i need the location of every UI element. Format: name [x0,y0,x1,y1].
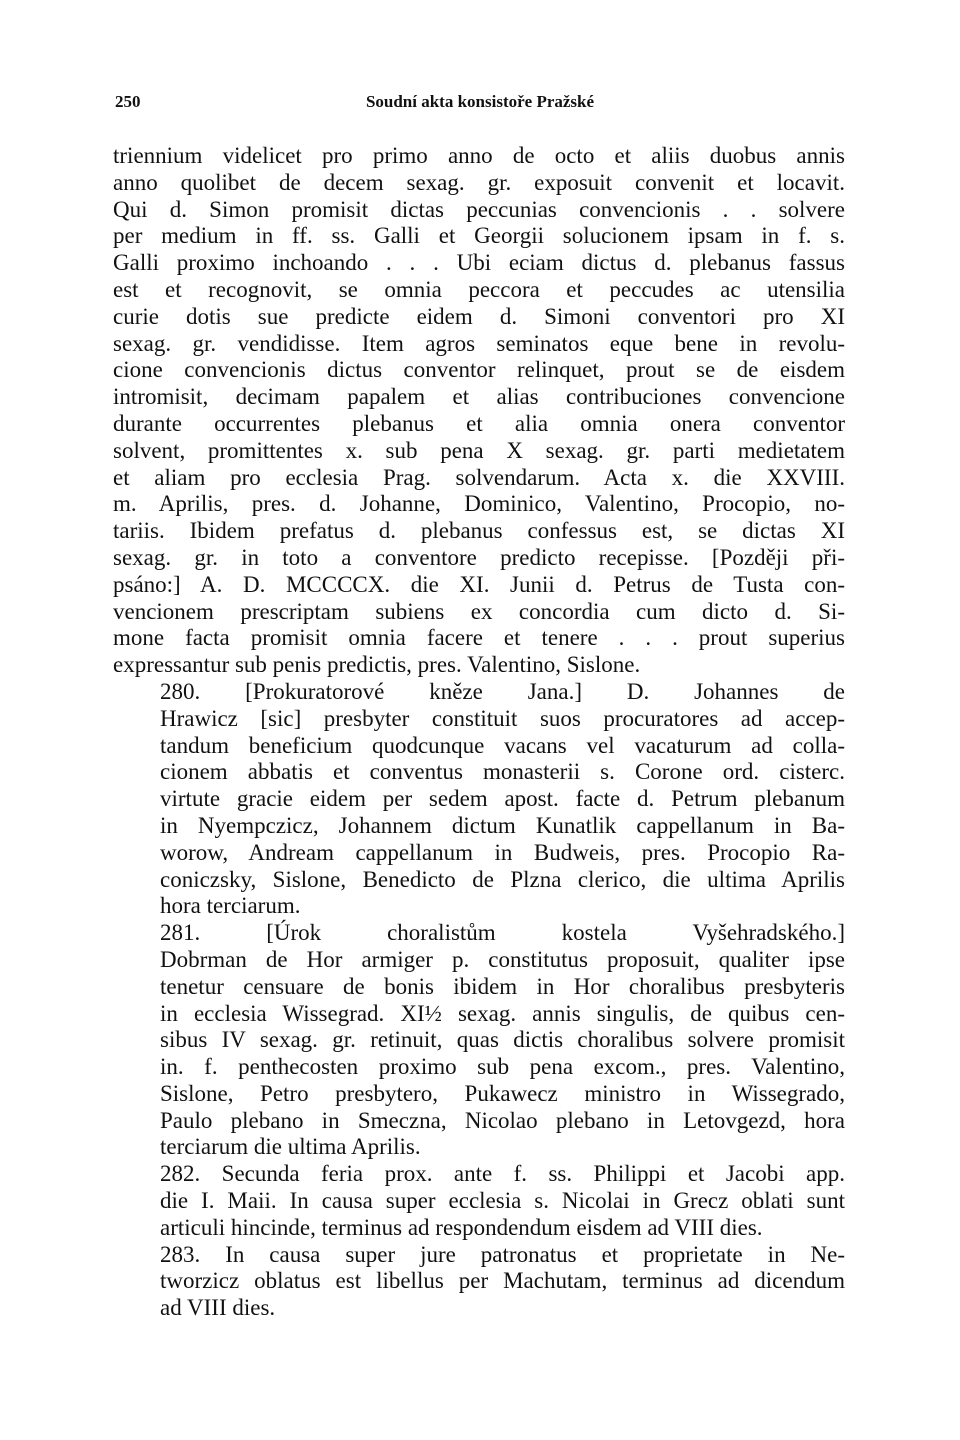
text-line: 282. Secunda feria prox. ante f. ss. Philippi et Jacobi app. [160,1161,845,1187]
text-line: virtute gracie eidem per sedem apost. facte d. Petrum plebanum [160,786,845,812]
text-line: worow, Andream cappellanum in Budweis, pres. Procopio Ra- [160,839,845,865]
text-line: coniczsky, Sislone, Benedicto de Plzna clerico, die ultima Aprilis [160,866,845,892]
text-line: Sislone, Petro presbytero, Pukawecz ministro in Wissegrado, [160,1080,845,1106]
page-number: 250 [115,92,141,111]
text-line: vencionem prescriptam subiens ex concordia cum dicto d. Si- [113,598,845,624]
text-line: 280. [Prokuratorové kněze Jana.] D. Johannes de [160,678,845,704]
text-line: cione convencionis dictus conventor relinquet, prout se de eisdem [113,357,845,383]
running-title: Soudní akta konsistoře Pražské [365,92,595,111]
text-line: 281. [Úrok choralistům kostela Vyšehradského.] [160,920,845,946]
text-line: in. f. penthecosten proximo sub pena excom., pres. Valentino, [160,1054,845,1080]
text-line: Qui d. Simon promisit dictas peccunias convencionis . . solvere [113,196,845,222]
paragraph-entry-282 [113,1161,845,1241]
text-line: Paulo plebano in Smeczna, Nicolao plebano in Letovgezd, hora [160,1107,845,1133]
text-line: triennium videlicet pro primo anno de octo et aliis duobus annis [113,143,845,168]
paragraph-entry-281 [113,920,845,1161]
text-line: tworzicz oblatus est libellus per Machutam, terminus ad dicendum [160,1268,845,1294]
text-line: per medium in ff. ss. Galli et Georgii solucionem ipsam in f. s. [113,223,845,249]
text-line: sibus IV sexag. gr. retinuit, quas dictis choralibus solvere promisit [160,1027,845,1053]
text-line: hora terciarum. [160,893,301,919]
text-line: in ecclesia Wissegrad. XI½ sexag. annis singulis, de quibus cen- [160,1000,845,1026]
text-line: articuli hincinde, terminus ad respondendum eisdem ad VIII dies. [160,1214,763,1240]
text-line: m. Aprilis, pres. d. Johanne, Dominico, Valentino, Procopio, no- [113,491,845,517]
text-line: curie dotis sue predicte eidem d. Simoni conventori pro XI [113,303,845,329]
text-line: terciarum die ultima Aprilis. [160,1134,421,1160]
text-line: die I. Maii. In causa super ecclesia s. Nicolai in Grecz oblati sunt [160,1188,845,1214]
text-line: et aliam pro ecclesia Prag. solvendarum. Acta x. die XXVIII. [113,464,845,490]
body-text [113,143,845,1322]
text-line: Galli proximo inchoando . . . Ubi eciam dictus d. plebanus fassus [113,250,845,276]
running-head [115,92,845,116]
text-line: Dobrman de Hor armiger p. constitutus proposuit, qualiter ipse [160,946,845,972]
text-line: expressantur sub penis predictis, pres. Valentino, Sislone. [113,652,641,678]
text-line: Hrawicz [sic] presbyter constituit suos procuratores ad accep- [160,705,845,731]
text-line: tariis. Ibidem prefatus d. plebanus confessus est, se dictas XI [113,518,845,544]
text-line: sexag. gr. vendidisse. Item agros seminatos eque bene in revolu- [113,330,845,356]
text-line: psáno:] A. D. MCCCCX. die XI. Junii d. Petrus de Tusta con- [113,571,845,597]
text-line: sexag. gr. in toto a conventore predicto recepisse. [Později při- [113,544,845,570]
text-line: durante occurrentes plebanus et alia omnia onera conventor [113,410,845,436]
text-line: anno quolibet de decem sexag. gr. exposuit convenit et locavit. [113,169,845,195]
text-line: tandum beneficium quodcunque vacans vel vacaturum ad colla- [160,732,845,758]
text-line: intromisit, decimam papalem et alias contribuciones convencione [113,384,845,410]
text-line: in Nyempczicz, Johannem dictum Kunatlik cappellanum in Ba- [160,812,845,838]
text-line: est et recognovit, se omnia peccora et peccudes ac utensilia [113,276,845,302]
text-line: tenetur censuare de bonis ibidem in Hor choralibus presbyteris [160,973,845,999]
paragraph-continuation [113,143,845,679]
text-line: cionem abbatis et conventus monasterii s. Corone ord. cisterc. [160,759,845,785]
paragraph-entry-280 [113,679,845,920]
text-line: solvent, promittentes x. sub pena X sexag. gr. parti medietatem [113,437,845,463]
text-line: 283. In causa super jure patronatus et proprietate in Ne- [160,1241,845,1267]
text-line: ad VIII dies. [160,1295,276,1321]
text-line: mone facta promisit omnia facere et tenere . . . prout superius [113,625,845,651]
paragraph-entry-283 [113,1242,845,1322]
